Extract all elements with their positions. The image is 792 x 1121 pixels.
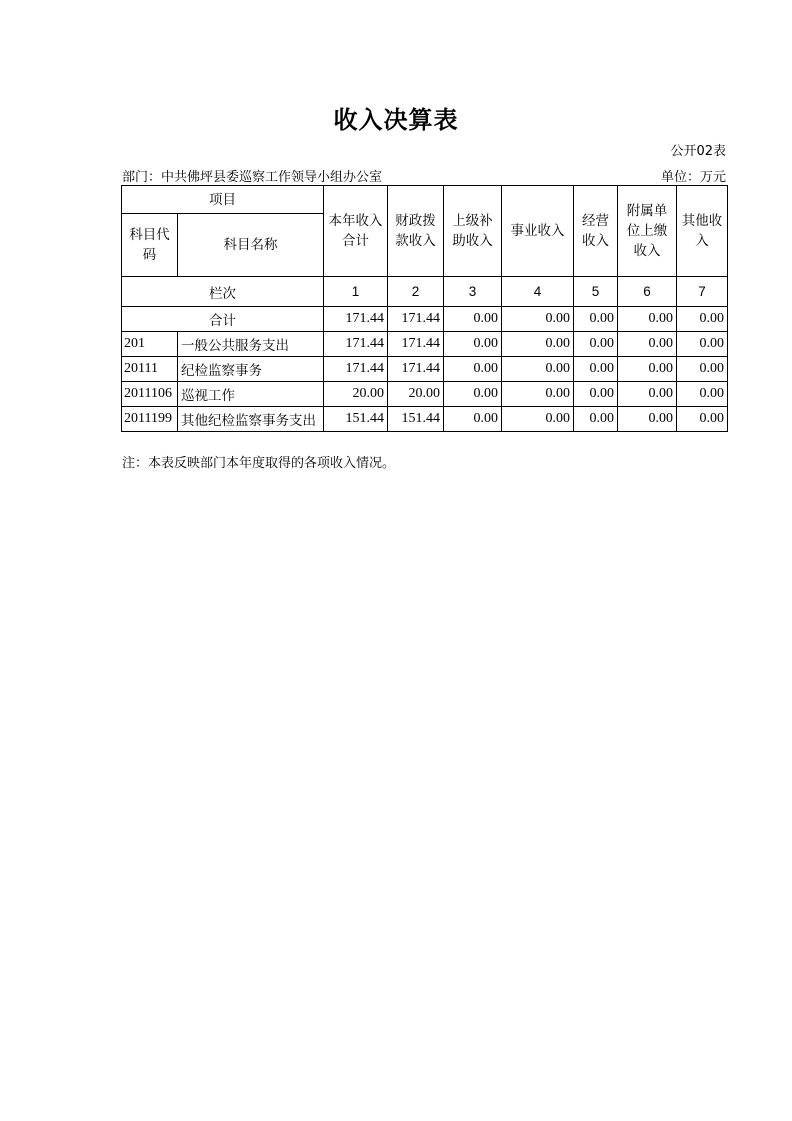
cell-value: 151.44 bbox=[324, 407, 388, 432]
header-col-other: 其他收入 bbox=[677, 186, 728, 277]
header-col-affiliated: 附属单位上缴收入 bbox=[618, 186, 677, 277]
subject-code: 2011106 bbox=[122, 382, 178, 407]
cell-value: 0.00 bbox=[444, 357, 502, 382]
cell-value: 0.00 bbox=[677, 357, 728, 382]
table-row bbox=[122, 407, 728, 432]
table-row bbox=[122, 332, 728, 357]
footnote: 注：本表反映部门本年度取得的各项收入情况。 bbox=[122, 456, 396, 471]
header-col-superior: 上级补助收入 bbox=[444, 186, 502, 277]
subject-name: 纪检监察事务 bbox=[178, 357, 324, 382]
total-value: 171.44 bbox=[324, 307, 388, 332]
cell-value: 0.00 bbox=[618, 357, 677, 382]
header-col-business: 事业收入 bbox=[502, 186, 574, 277]
cell-value: 0.00 bbox=[444, 382, 502, 407]
header-project: 项目 bbox=[122, 186, 324, 214]
subject-code: 20111 bbox=[122, 357, 178, 382]
column-number: 7 bbox=[677, 277, 728, 307]
cell-value: 0.00 bbox=[677, 332, 728, 357]
cell-value: 0.00 bbox=[502, 407, 574, 432]
subject-name: 一般公共服务支出 bbox=[178, 332, 324, 357]
header-col-total: 本年收入合计 bbox=[324, 186, 388, 277]
column-number: 3 bbox=[444, 277, 502, 307]
subject-code: 201 bbox=[122, 332, 178, 357]
cell-value: 151.44 bbox=[388, 407, 444, 432]
cell-value: 0.00 bbox=[618, 332, 677, 357]
header-row-1 bbox=[122, 186, 728, 214]
table-row bbox=[122, 357, 728, 382]
cell-value: 0.00 bbox=[502, 357, 574, 382]
column-number: 2 bbox=[388, 277, 444, 307]
subject-name: 其他纪检监察事务支出 bbox=[178, 407, 324, 432]
header-subject-name: 科目名称 bbox=[178, 214, 324, 277]
column-number: 4 bbox=[502, 277, 574, 307]
cell-value: 0.00 bbox=[444, 407, 502, 432]
total-value: 171.44 bbox=[388, 307, 444, 332]
total-label: 合计 bbox=[122, 307, 324, 332]
cell-value: 171.44 bbox=[388, 357, 444, 382]
column-number: 1 bbox=[324, 277, 388, 307]
total-value: 0.00 bbox=[502, 307, 574, 332]
cell-value: 171.44 bbox=[324, 357, 388, 382]
total-value: 0.00 bbox=[677, 307, 728, 332]
department-label: 部门：中共佛坪县委巡察工作领导小组办公室 bbox=[122, 170, 383, 185]
cell-value: 0.00 bbox=[574, 332, 618, 357]
unit-label: 单位：万元 bbox=[660, 170, 726, 185]
cell-value: 0.00 bbox=[502, 332, 574, 357]
header-col-fiscal: 财政拨款收入 bbox=[388, 186, 444, 277]
header-col-operating: 经营收入 bbox=[574, 186, 618, 277]
total-value: 0.00 bbox=[444, 307, 502, 332]
cell-value: 0.00 bbox=[618, 382, 677, 407]
column-number: 6 bbox=[618, 277, 677, 307]
cell-value: 0.00 bbox=[574, 407, 618, 432]
column-number-row bbox=[122, 277, 728, 307]
total-value: 0.00 bbox=[574, 307, 618, 332]
form-number: 公开02表 bbox=[670, 144, 726, 159]
cell-value: 0.00 bbox=[574, 357, 618, 382]
cell-value: 171.44 bbox=[388, 332, 444, 357]
header-subject-code: 科目代码 bbox=[122, 214, 178, 277]
cell-value: 20.00 bbox=[324, 382, 388, 407]
subject-code: 2011199 bbox=[122, 407, 178, 432]
cell-value: 171.44 bbox=[324, 332, 388, 357]
total-value: 0.00 bbox=[618, 307, 677, 332]
cell-value: 0.00 bbox=[502, 382, 574, 407]
cell-value: 0.00 bbox=[677, 382, 728, 407]
column-number-label: 栏次 bbox=[122, 277, 324, 307]
total-row bbox=[122, 307, 728, 332]
table-row bbox=[122, 382, 728, 407]
cell-value: 0.00 bbox=[574, 382, 618, 407]
column-number: 5 bbox=[574, 277, 618, 307]
cell-value: 0.00 bbox=[677, 407, 728, 432]
cell-value: 20.00 bbox=[388, 382, 444, 407]
cell-value: 0.00 bbox=[444, 332, 502, 357]
income-table bbox=[121, 185, 728, 432]
subject-name: 巡视工作 bbox=[178, 382, 324, 407]
report-title: 收入决算表 bbox=[333, 106, 459, 134]
cell-value: 0.00 bbox=[618, 407, 677, 432]
